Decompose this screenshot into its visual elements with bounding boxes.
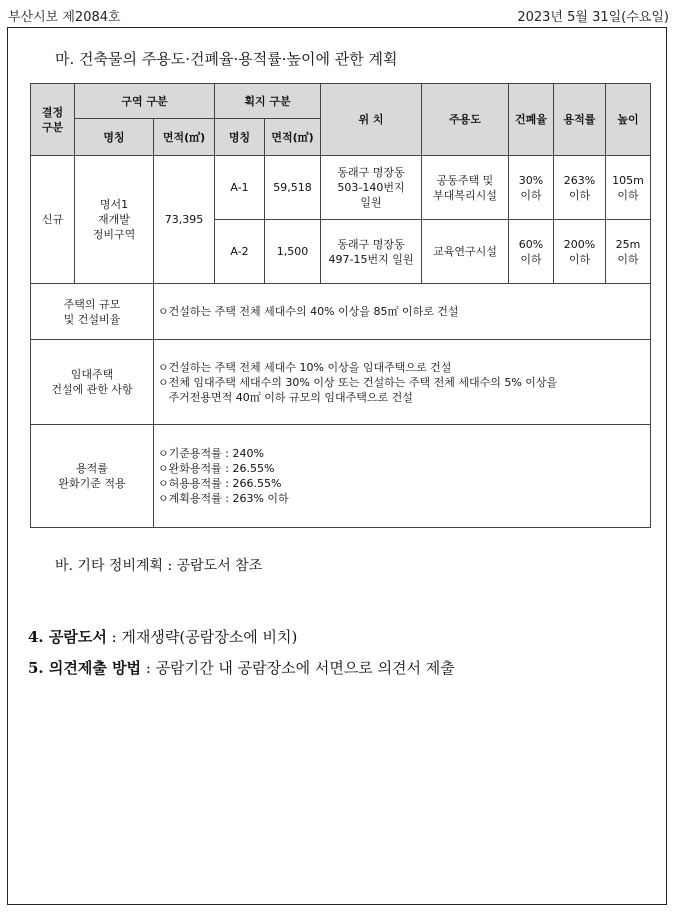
far-cell: 263% 이하 <box>554 156 606 220</box>
item-5-label: 5. 의견제출 방법 <box>28 659 142 677</box>
header-zone-name: 명칭 <box>75 119 154 156</box>
item-4-label: 4. 공람도서 <box>28 628 107 646</box>
table-row <box>31 340 651 425</box>
section-ba-text: 바. 기타 정비계획 : 공람도서 참조 <box>55 558 263 574</box>
coverage-cell: 30% 이하 <box>509 156 554 220</box>
lot-area-cell: 59,518 <box>265 156 321 220</box>
far-item: ㅇ허용용적률 : 266.55% <box>158 477 282 490</box>
table-row <box>31 284 651 340</box>
item-4 <box>28 626 297 647</box>
decision-cell: 신규 <box>31 156 75 284</box>
rental-text-line: ㅇ전체 임대주택 세대수의 30% 이상 또는 건설하는 주택 전체 세대수의 5% 이상을 주거전용면적 40㎡ 이하 규모의 임대주택으로 건설 <box>158 375 558 404</box>
coverage-cell: 60% 이하 <box>509 220 554 284</box>
far-items-cell <box>154 425 651 528</box>
rental-text-line: ㅇ건설하는 주택 전체 세대수 10% 이상을 임대주택으로 건설 <box>158 360 452 374</box>
far-item: ㅇ완화용적률 : 26.55% <box>158 462 275 475</box>
building-plan-table <box>30 83 651 528</box>
lot-name-cell: A-1 <box>215 156 265 220</box>
header-use: 주용도 <box>422 84 509 156</box>
zone-area-cell: 73,395 <box>154 156 215 284</box>
far-label-cell: 용적률 완화기준 적용 <box>31 425 154 528</box>
header-zone-area: 면적(㎡) <box>154 119 215 156</box>
header-far: 용적률 <box>554 84 606 156</box>
use-cell: 공동주택 및 부대복리시설 <box>422 156 509 220</box>
item-5-text: : 공람기간 내 공람장소에 서면으로 의견서 제출 <box>141 659 455 677</box>
header-lot: 획지 구분 <box>215 84 321 119</box>
far-item: ㅇ계획용적률 : 263% 이하 <box>158 492 289 505</box>
gazette-issue: 부산시보 제2084호 <box>8 10 121 25</box>
header-decision: 결정 구분 <box>31 84 75 156</box>
far-cell: 200% 이하 <box>554 220 606 284</box>
table-row <box>31 425 651 528</box>
rental-text-cell <box>154 340 651 425</box>
gazette-date: 2023년 5월 31일(수요일) <box>517 10 669 25</box>
rental-label-cell: 임대주택 건설에 관한 사항 <box>31 340 154 425</box>
header-coverage: 건폐율 <box>509 84 554 156</box>
lot-area-cell: 1,500 <box>265 220 321 284</box>
item-5 <box>28 657 455 678</box>
location-cell: 동래구 명장동 503-140번지 일원 <box>321 156 422 220</box>
height-cell: 25m 이하 <box>606 220 651 284</box>
housing-label-cell: 주택의 규모 및 건설비율 <box>31 284 154 340</box>
header-zone: 구역 구분 <box>75 84 215 119</box>
header-height: 높이 <box>606 84 651 156</box>
far-item: ㅇ기준용적률 : 240% <box>158 447 264 460</box>
header-lot-area: 면적(㎡) <box>265 119 321 156</box>
lot-name-cell: A-2 <box>215 220 265 284</box>
header-location: 위 치 <box>321 84 422 156</box>
table-row <box>31 156 651 220</box>
zone-name-cell: 명서1 재개발 정비구역 <box>75 156 154 284</box>
use-cell: 교육연구시설 <box>422 220 509 284</box>
housing-text-cell: ㅇ건설하는 주택 전체 세대수의 40% 이상을 85㎡ 이하로 건설 <box>154 284 651 340</box>
item-4-text: : 게재생략(공람장소에 비치) <box>106 628 298 646</box>
header-lot-name: 명칭 <box>215 119 265 156</box>
section-ma-title: 마. 건축물의 주용도·건폐율·용적률·높이에 관한 계획 <box>55 50 398 68</box>
location-cell: 동래구 명장동 497-15번지 일원 <box>321 220 422 284</box>
height-cell: 105m 이하 <box>606 156 651 220</box>
